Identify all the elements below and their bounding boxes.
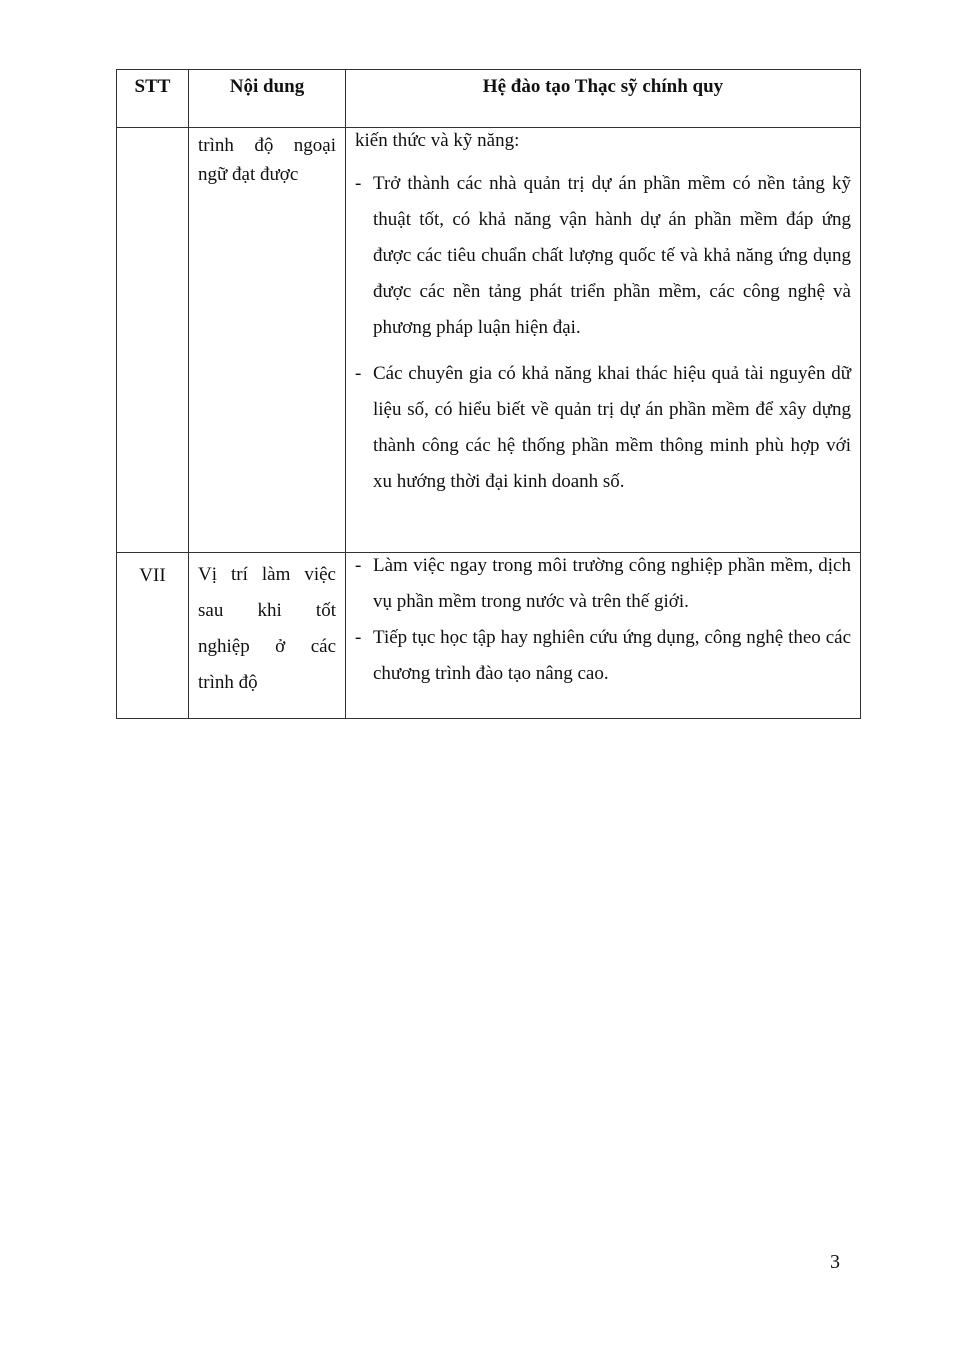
table-row	[117, 553, 861, 719]
header-program: Hệ đào tạo Thạc sỹ chính quy	[346, 70, 861, 128]
bullet-text: Tiếp tục học tập hay nghiên cứu ứng dụng, công nghệ theo các chương trình đào tạo nâng cao.	[373, 627, 851, 684]
bullet-text: Làm việc ngay trong môi trường công nghiệp phần mềm, dịch vụ phần mềm trong nước và trên thế giới.	[373, 555, 851, 612]
content-line: sau khi tốt	[198, 600, 336, 621]
program-table	[116, 69, 861, 719]
content-line: trình độ ngoại	[198, 135, 336, 156]
row-stt: VII	[117, 553, 189, 719]
bullet-text: Trở thành các nhà quản trị dự án phần mềm có nền tảng kỹ thuật tốt, có khả năng vận hành dự án phần mềm đáp ứng được các tiêu chuẩn chất lượng quốc tế và khả năng ứng dụng được các nền tảng phát triển phần mềm, các công nghệ và phương pháp luận hiện đại.	[373, 173, 851, 338]
table-header-row	[117, 70, 861, 128]
content-line: ngữ đạt được	[198, 164, 299, 185]
header-content: Nội dung	[189, 70, 346, 128]
table-row	[117, 128, 861, 553]
bullet-dash: -	[355, 173, 362, 194]
row-program	[346, 128, 861, 553]
page-number: 3	[830, 1251, 840, 1273]
row-content	[189, 553, 346, 719]
bullet-text: Các chuyên gia có khả năng khai thác hiệu quả tài nguyên dữ liệu số, có hiểu biết về quản trị dự án phần mềm để xây dựng thành công các hệ thống phần mềm thông minh phù hợp với xu hướng thời đại kinh doanh số.	[373, 363, 851, 492]
list-item	[355, 548, 851, 620]
list-item	[355, 620, 851, 692]
content-line: trình độ	[198, 672, 258, 693]
list-item	[355, 356, 851, 500]
row-stt	[117, 128, 189, 553]
intro-text: kiến thức và kỹ năng:	[355, 130, 520, 151]
bullet-dash: -	[355, 363, 362, 384]
row-content	[189, 128, 346, 553]
bullet-dash: -	[355, 555, 362, 576]
header-stt: STT	[117, 70, 189, 128]
bullet-dash: -	[355, 627, 362, 648]
row-program	[346, 553, 861, 719]
content-line: nghiệp ở các	[198, 636, 336, 657]
content-line: Vị trí làm việc	[198, 564, 336, 585]
list-item	[355, 166, 851, 346]
